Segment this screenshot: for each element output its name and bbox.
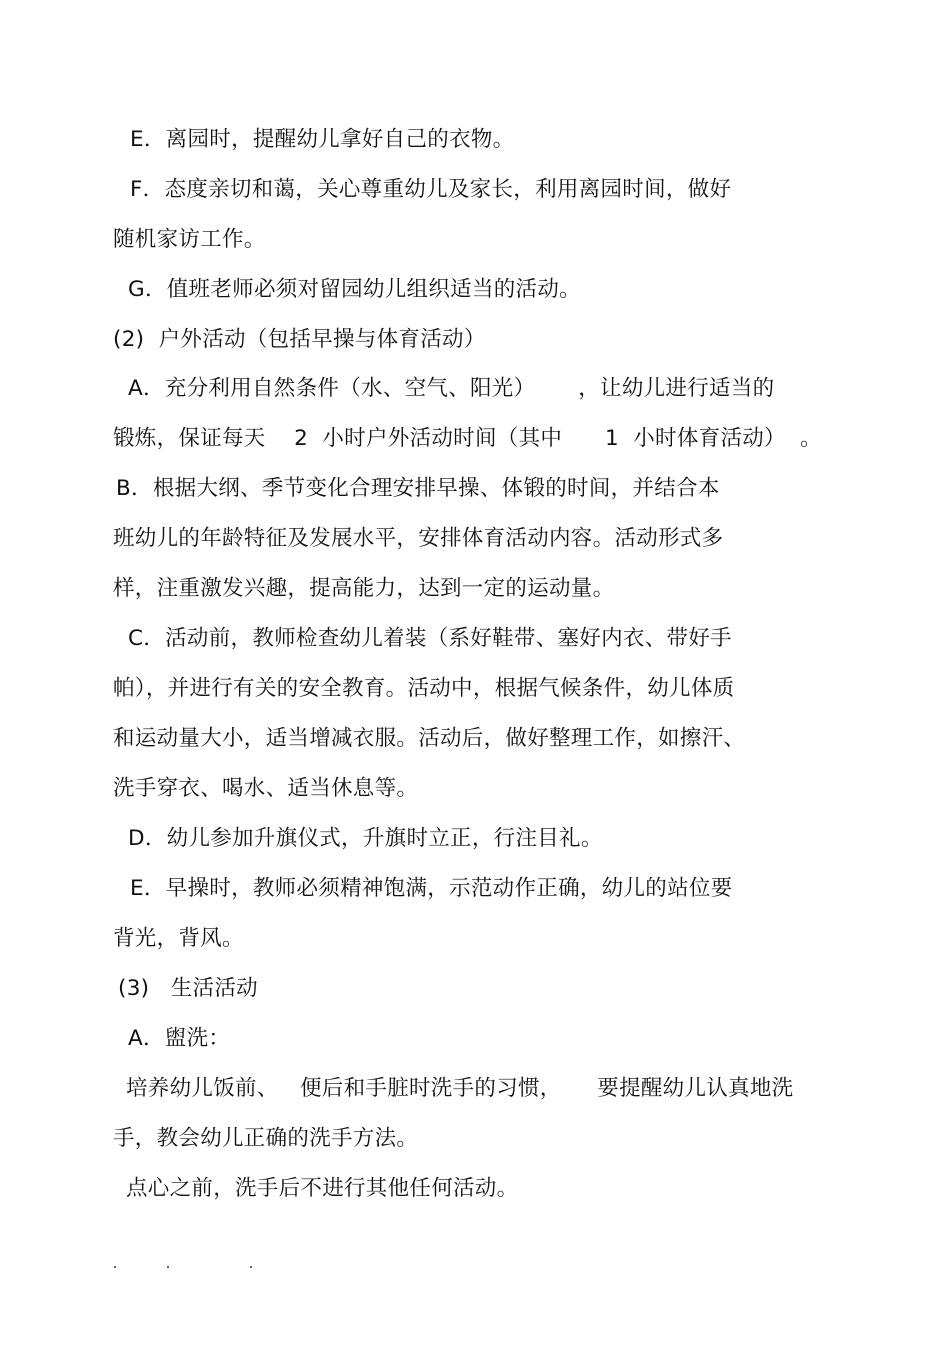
text-line-4: G．值班老师必须对留园幼儿组织适当的活动。	[128, 277, 581, 302]
text-line-5: (2) 户外活动（包括早操与体育活动）	[113, 327, 486, 352]
text-line-12: 帕），并进行有关的安全教育。活动中，根据气候条件，幼儿体质	[113, 676, 735, 701]
text-line-7: 锻炼，保证每天 2 小时户外活动时间（其中 1 小时体育活动） 。	[113, 426, 822, 451]
text-line-22: 点心之前，洗手后不进行其他任何活动。	[126, 1176, 519, 1201]
footer-dot	[114, 1266, 116, 1268]
text-line-11: C．活动前，教师检查幼儿着装（系好鞋带、塞好内衣、带好手	[128, 626, 732, 651]
text-line-9: 班幼儿的年龄特征及发展水平，安排体育活动内容。活动形式多	[113, 526, 724, 551]
text-line-3: 随机家访工作。	[113, 227, 266, 252]
text-line-21: 手，教会幼儿正确的洗手方法。	[113, 1126, 419, 1151]
text-line-1: E．离园时，提醒幼儿拿好自己的衣物。	[130, 127, 515, 152]
text-line-8: B．根据大纲、季节变化合理安排早操、体锻的时间，并结合本	[116, 476, 720, 501]
footer-dots	[0, 1258, 300, 1278]
text-line-18: (3) 生活活动	[118, 976, 258, 1001]
text-line-2: F．态度亲切和蔼，关心尊重幼儿及家长，利用离园时间，做好	[130, 177, 732, 202]
footer-dot	[250, 1266, 252, 1268]
text-line-15: D．幼儿参加升旗仪式，升旗时立正，行注目礼。	[128, 826, 603, 851]
text-line-14: 洗手穿衣、喝水、适当休息等。	[113, 776, 419, 801]
text-line-20: 培养幼儿饭前、 便后和手脏时洗手的习惯， 要提醒幼儿认真地洗	[126, 1076, 794, 1101]
text-line-16: E．早操时，教师必须精神饱满，示范动作正确，幼儿的站位要	[130, 876, 733, 901]
text-line-13: 和运动量大小，适当增减衣服。活动后，做好整理工作，如擦汗、	[113, 726, 746, 751]
footer-dot	[167, 1266, 169, 1268]
text-line-17: 背光，背风。	[113, 926, 244, 951]
text-line-6: A．充分利用自然条件（水、空气、阳光） ，让幼儿进行适当的	[128, 376, 775, 401]
text-line-10: 样，注重激发兴趣，提高能力，达到一定的运动量。	[113, 576, 615, 601]
text-line-19: A．盥洗：	[128, 1026, 231, 1051]
